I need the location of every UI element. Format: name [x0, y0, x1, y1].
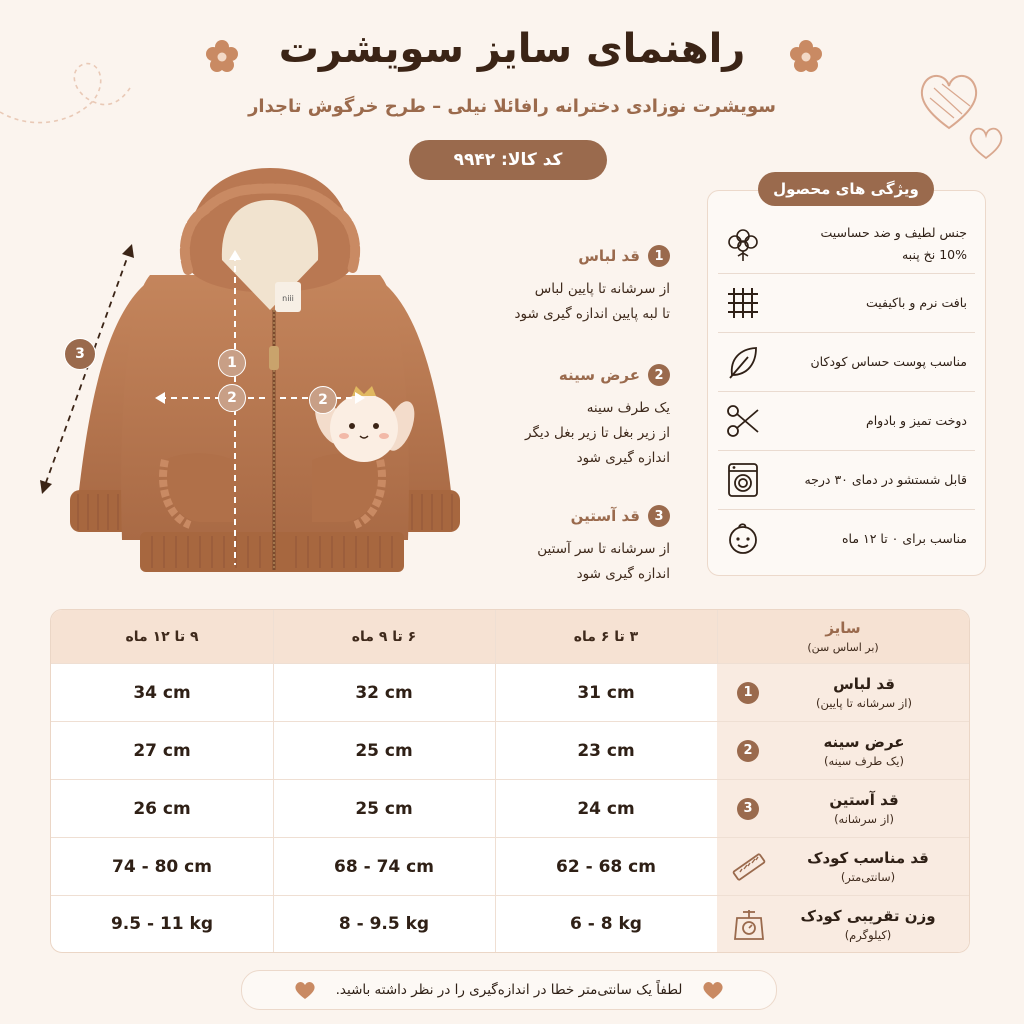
table-cell: 6 - 8 kg: [570, 914, 642, 934]
measurement-note: [241, 970, 777, 1010]
page-title: راهنمای سایز سویشرت: [278, 26, 746, 72]
table-row-label: [717, 780, 969, 837]
table-row-label: [717, 896, 969, 952]
row-subtitle: (از سرشانه): [834, 812, 894, 826]
measurement-title: قد لباس: [578, 247, 640, 265]
marker-chest-right: 2: [309, 386, 337, 414]
table-row-label: [717, 838, 969, 895]
marker-sleeve: 3: [64, 338, 96, 370]
feature-text: مناسب پوست حساس کودکان: [810, 354, 967, 369]
table-cell: 74 - 80 cm: [112, 856, 212, 877]
features-title: ویژگی های محصول: [758, 172, 934, 206]
jacket-illustration: [30, 160, 490, 580]
features-panel: [707, 190, 986, 576]
feature-row: [718, 274, 975, 333]
table-cell: 62 - 68 cm: [556, 856, 656, 877]
table-cell: 34 cm: [133, 682, 191, 703]
table-cell: 68 - 74 cm: [334, 856, 434, 877]
washing-machine-icon: [724, 461, 762, 499]
ruler-icon: [731, 849, 767, 885]
row-subtitle: (از سرشانه تا پایین): [815, 696, 912, 710]
row-title: عرض سینه: [823, 733, 905, 751]
feature-row: [718, 392, 975, 451]
table-cell: 32 cm: [355, 682, 413, 703]
scissors-icon: [724, 402, 762, 440]
heart-icon: [294, 980, 316, 1000]
size-table: [50, 609, 970, 953]
table-row-label: [717, 722, 969, 779]
measurement-line: تا لبه پایین اندازه گیری شود: [514, 306, 670, 322]
row-title: وزن تقریبی کودک: [800, 906, 936, 925]
baby-face-icon: [724, 520, 762, 558]
table-cell: 25 cm: [355, 798, 413, 819]
feature-text: قابل شستشو در دمای ۳۰ درجه: [804, 472, 967, 487]
size-header-label: سایز: [825, 619, 861, 637]
feature-row: [718, 215, 975, 274]
table-cell: 31 cm: [577, 682, 635, 703]
measurement-sleeve: [450, 505, 670, 587]
feature-row: [718, 451, 975, 510]
note-text: لطفاً یک سانتی‌متر خطا در اندازه‌گیری را در نظر داشته باشید.: [335, 982, 683, 998]
scale-icon: [731, 906, 767, 942]
measurement-number: 2: [648, 364, 670, 386]
table-cell: 8 - 9.5 kg: [338, 914, 430, 934]
measurement-title: قد آستین: [570, 507, 640, 525]
row-title: قد مناسب کودک: [807, 849, 929, 867]
feature-text: دوخت تمیز و بادوام: [865, 413, 967, 428]
row-subtitle: (یک طرف سینه): [824, 754, 904, 768]
table-row-label: [717, 664, 969, 721]
brand-label: niii: [282, 294, 294, 303]
table-header-col-3: ۹ تا ۱۲ ماه: [51, 610, 273, 663]
weave-icon: [724, 284, 762, 322]
page-subtitle: سویشرت نوزادی دخترانه رافائلا نیلی – طرح خرگوش تاجدار: [248, 96, 776, 117]
size-header-sub: (بر اساس سن): [807, 641, 879, 654]
cotton-icon: [724, 225, 762, 263]
table-header-col-2: ۶ تا ۹ ماه: [273, 610, 495, 663]
product-code-badge: کد کالا: ۹۹۴۲: [409, 140, 607, 180]
row-subtitle: (سانتی‌متر): [840, 870, 896, 884]
measurement-chest: [450, 364, 670, 471]
feature-text: مناسب برای ۰ تا ۱۲ ماه: [841, 531, 967, 546]
row-number: 3: [737, 798, 759, 820]
table-cell: 25 cm: [355, 740, 413, 761]
row-title: قد آستین: [829, 791, 899, 809]
heart-icon: [702, 980, 724, 1000]
table-header-col-1: ۳ تا ۶ ماه: [495, 610, 717, 663]
row-number: 2: [737, 740, 759, 762]
table-cell: 9.5 - 11 kg: [110, 914, 214, 934]
feature-row: [718, 333, 975, 392]
feature-text: جنس لطیف و ضد حساسیت: [820, 225, 967, 240]
marker-chest-left: 2: [218, 384, 246, 412]
row-title: قد لباس: [833, 675, 895, 693]
table-cell: 26 cm: [133, 798, 191, 819]
table-cell: 23 cm: [577, 740, 635, 761]
measurement-line: از سرشانه تا پایین لباس: [534, 281, 670, 297]
measurement-number: 1: [648, 245, 670, 267]
measurement-length: [450, 245, 670, 327]
feature-text: بافت نرم و باکیفیت: [866, 295, 967, 310]
measurement-line: از سرشانه تا سر آستین: [537, 541, 670, 557]
table-cell: 24 cm: [577, 798, 635, 819]
measurement-line: از زیر بغل تا زیر بغل دیگر: [525, 425, 670, 441]
measurement-line: اندازه گیری شود: [576, 566, 670, 582]
marker-length: 1: [218, 349, 246, 377]
measurement-number: 3: [648, 505, 670, 527]
table-cell: 27 cm: [133, 740, 191, 761]
table-header-size: [717, 610, 969, 663]
measurement-title: عرض سینه: [558, 366, 640, 384]
row-subtitle: (کیلوگرم): [844, 927, 892, 942]
feature-text: 10% نخ پنبه: [901, 247, 967, 262]
leaf-icon: [724, 343, 762, 381]
measurement-line: اندازه گیری شود: [576, 450, 670, 466]
feature-row: [718, 510, 975, 568]
row-number: 1: [737, 682, 759, 704]
measurement-line: یک طرف سینه: [586, 400, 670, 416]
small-heart-doodle-icon: [966, 124, 1006, 162]
